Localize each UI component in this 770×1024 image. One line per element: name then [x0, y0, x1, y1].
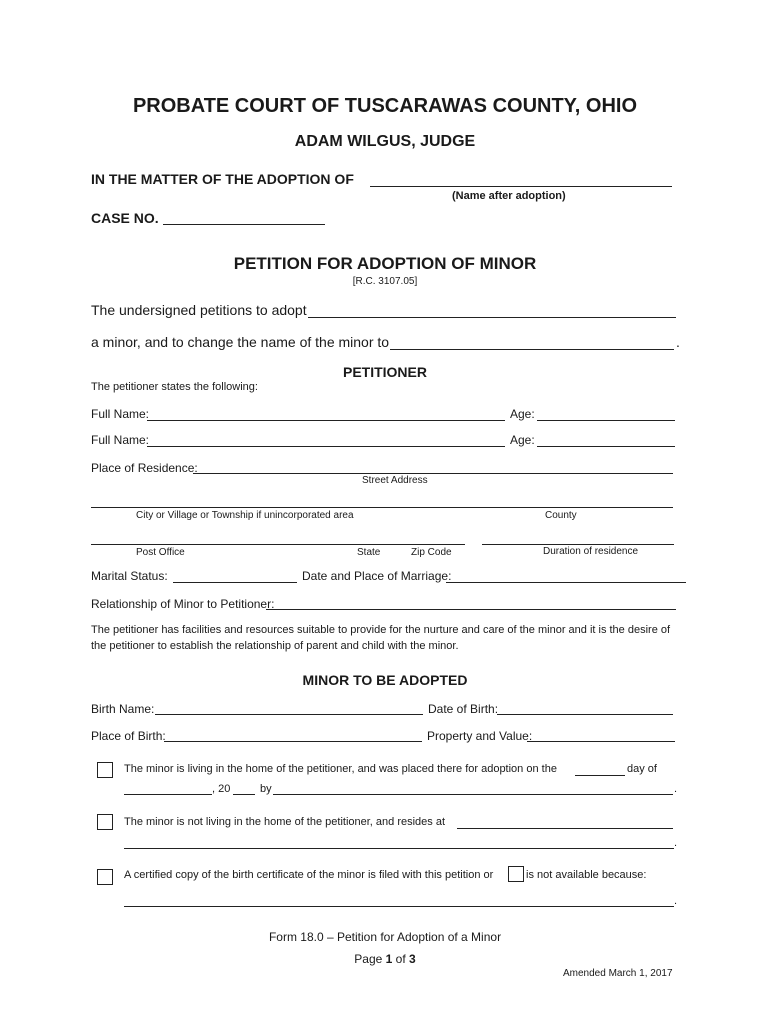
placed-by-field[interactable]: [273, 794, 673, 795]
unavailable-reason-field[interactable]: [124, 906, 674, 907]
option-3-text-a: A certified copy of the birth certificate of the minor is filed with this petition or: [124, 869, 494, 881]
age-label-1: Age:: [510, 407, 535, 421]
case-no-label: CASE NO.: [91, 210, 159, 226]
living-with-petitioner-checkbox[interactable]: [97, 762, 113, 778]
option-1-by: by: [260, 783, 272, 795]
adoptee-name-field[interactable]: [308, 317, 676, 318]
minor-residence-field-2[interactable]: [124, 848, 674, 849]
intro-line-2: a minor, and to change the name of the minor to: [91, 334, 390, 350]
city-caption: City or Village or Township if unincorporated area: [136, 510, 354, 521]
duration-caption: Duration of residence: [543, 546, 639, 557]
full-name-label-2: Full Name:: [91, 433, 150, 447]
option-1-text: The minor is living in the home of the petitioner, and was placed there for adoption on the: [124, 763, 557, 775]
marriage-field[interactable]: [446, 582, 686, 583]
court-title: PROBATE COURT OF TUSCARAWAS COUNTY, OHIO: [132, 95, 638, 117]
option-1-end: .: [674, 783, 678, 795]
city-county-field[interactable]: [91, 507, 673, 508]
placement-year-field[interactable]: [233, 794, 255, 795]
post-office-caption: Post Office: [136, 547, 185, 558]
facilities-line-2: the petitioner to establish the relationship of parent and child with the minor.: [91, 640, 459, 652]
dob-label: Date of Birth:: [428, 702, 499, 716]
marriage-label: Date and Place of Marriage:: [302, 569, 452, 583]
option-1-dayof: day of: [627, 763, 657, 775]
option-1-year-prefix: , 20: [212, 783, 231, 795]
option-3-text-b: is not available because:: [526, 869, 647, 881]
new-name-field[interactable]: [390, 349, 674, 350]
age-field-2[interactable]: [537, 446, 675, 447]
intro-line-1: The undersigned petitions to adopt: [91, 302, 307, 318]
minor-heading: MINOR TO BE ADOPTED: [302, 672, 468, 688]
pob-label: Place of Birth:: [91, 729, 166, 743]
county-caption: County: [545, 510, 577, 521]
case-no-field[interactable]: [163, 224, 325, 225]
statute-reference: [R.C. 3107.05]: [352, 276, 418, 287]
street-address-caption: Street Address: [362, 475, 428, 486]
amended-date: Amended March 1, 2017: [563, 968, 673, 979]
petitioner-heading: PETITIONER: [342, 364, 427, 380]
full-name-field-2[interactable]: [147, 446, 505, 447]
dob-field[interactable]: [497, 714, 673, 715]
intro-line-2-end: .: [676, 334, 680, 350]
relationship-field[interactable]: [266, 609, 676, 610]
page-word: Page: [354, 952, 383, 966]
birth-certificate-unavailable-checkbox[interactable]: [508, 866, 524, 882]
marital-status-field[interactable]: [173, 582, 297, 583]
relationship-label: Relationship of Minor to Petitioner:: [91, 597, 275, 611]
age-label-2: Age:: [510, 433, 535, 447]
placement-day-field[interactable]: [575, 775, 625, 776]
full-name-field-1[interactable]: [147, 420, 505, 421]
residence-label: Place of Residence:: [91, 461, 198, 475]
petitioner-states: The petitioner states the following:: [91, 381, 258, 393]
form-footer: Form 18.0 – Petition for Adoption of a Minor: [268, 930, 502, 944]
marital-status-label: Marital Status:: [91, 569, 168, 583]
of-word: of: [395, 952, 406, 966]
minor-residence-field-1[interactable]: [457, 828, 673, 829]
page-number: 1: [385, 952, 393, 966]
petition-title: PETITION FOR ADOPTION OF MINOR: [233, 254, 537, 273]
adoption-matter-label: IN THE MATTER OF THE ADOPTION OF: [91, 171, 354, 187]
birth-name-field[interactable]: [155, 714, 423, 715]
option-3-end: .: [674, 895, 678, 907]
property-label: Property and Value:: [427, 729, 533, 743]
state-caption: State: [357, 547, 381, 558]
duration-field[interactable]: [482, 544, 674, 545]
judge-name: ADAM WILGUS, JUDGE: [294, 133, 476, 150]
age-field-1[interactable]: [537, 420, 675, 421]
page-indicator: [0, 952, 770, 966]
placement-month-field[interactable]: [124, 794, 212, 795]
adoption-name-field[interactable]: [370, 186, 672, 187]
name-after-adoption-caption: (Name after adoption): [452, 190, 566, 202]
street-address-field[interactable]: [193, 473, 673, 474]
property-field[interactable]: [527, 741, 675, 742]
full-name-label-1: Full Name:: [91, 407, 150, 421]
post-office-field[interactable]: [91, 544, 465, 545]
not-living-with-petitioner-checkbox[interactable]: [97, 814, 113, 830]
birth-certificate-filed-checkbox[interactable]: [97, 869, 113, 885]
zip-caption: Zip Code: [411, 547, 452, 558]
pob-field[interactable]: [164, 741, 422, 742]
option-2-end: .: [674, 837, 678, 849]
birth-name-label: Birth Name:: [91, 702, 155, 716]
facilities-line-1: The petitioner has facilities and resources suitable to provide for the nurture and care of the minor and it is the desire of: [91, 624, 671, 636]
page-total: 3: [409, 952, 416, 966]
option-2-text: The minor is not living in the home of the petitioner, and resides at: [124, 816, 446, 828]
